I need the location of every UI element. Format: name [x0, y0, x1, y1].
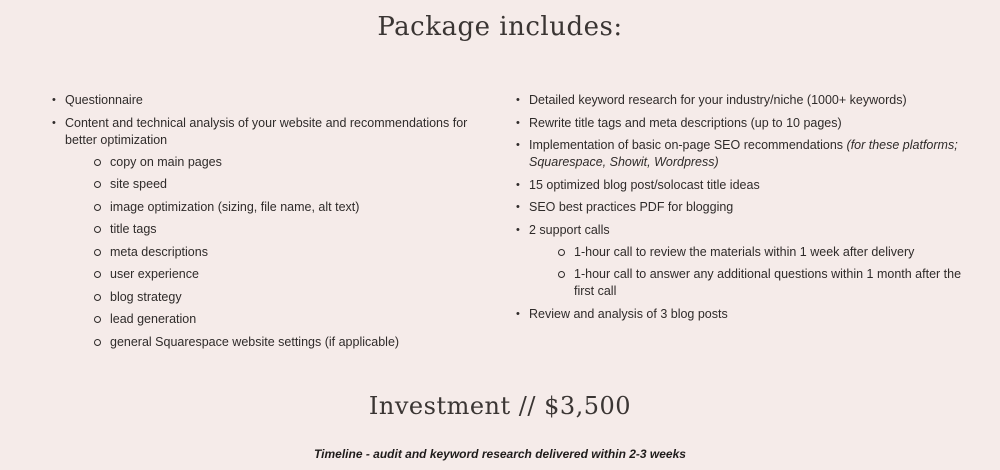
sub-list-item: 1-hour call to review the materials within 1 week after delivery	[546, 244, 962, 261]
list-item: • Implementation of basic on-page SEO recommendations (for these platforms; Squarespace, Showit, Wordpress)	[512, 137, 962, 171]
sub-list	[529, 244, 962, 301]
sub-list-item: lead generation	[82, 311, 478, 328]
sub-list-item: copy on main pages	[82, 154, 478, 171]
sub-list-item: blog strategy	[82, 289, 478, 306]
sub-list-item: title tags	[82, 221, 478, 238]
right-column	[512, 92, 962, 328]
list-item: • Detailed keyword research for your industry/niche (1000+ keywords)	[512, 92, 962, 109]
list-item: • 2 support calls 1-hour call to review the materials within 1 week after delivery 1-hour call to answer any additional questions within 1 month after the first call	[512, 222, 962, 301]
right-list	[512, 92, 962, 323]
sub-list-item: user experience	[82, 266, 478, 283]
sub-list	[65, 154, 478, 351]
investment-title: Investment // $3,500	[368, 392, 632, 420]
sub-list-item: 1-hour call to answer any additional questions within 1 month after the first call	[546, 266, 962, 300]
left-column	[48, 92, 478, 356]
sub-list-item: site speed	[82, 176, 478, 193]
list-item: • Rewrite title tags and meta descriptions (up to 10 pages)	[512, 115, 962, 132]
timeline-note: Timeline - audit and keyword research delivered within 2-3 weeks	[314, 447, 686, 461]
sub-list-item: image optimization (sizing, file name, alt text)	[82, 199, 478, 216]
list-item: • 15 optimized blog post/solocast title ideas	[512, 177, 962, 194]
list-item: • Questionnaire	[48, 92, 478, 109]
list-item: • Content and technical analysis of your website and recommendations for better optimization copy on main pages site speed image optimization (sizing, file name, alt text) title tags meta descriptions user experience blog strategy lead generation general Squarespace website settings (if applicable)	[48, 115, 478, 351]
left-list	[48, 92, 478, 351]
package-title: Package includes:	[377, 12, 623, 42]
sub-list-item: meta descriptions	[82, 244, 478, 261]
platforms-note: (for these platforms; Squarespace, Showit, Wordpress)	[529, 138, 958, 169]
sub-list-item: general Squarespace website settings (if applicable)	[82, 334, 478, 351]
list-item: • Review and analysis of 3 blog posts	[512, 306, 962, 323]
list-item: • SEO best practices PDF for blogging	[512, 199, 962, 216]
